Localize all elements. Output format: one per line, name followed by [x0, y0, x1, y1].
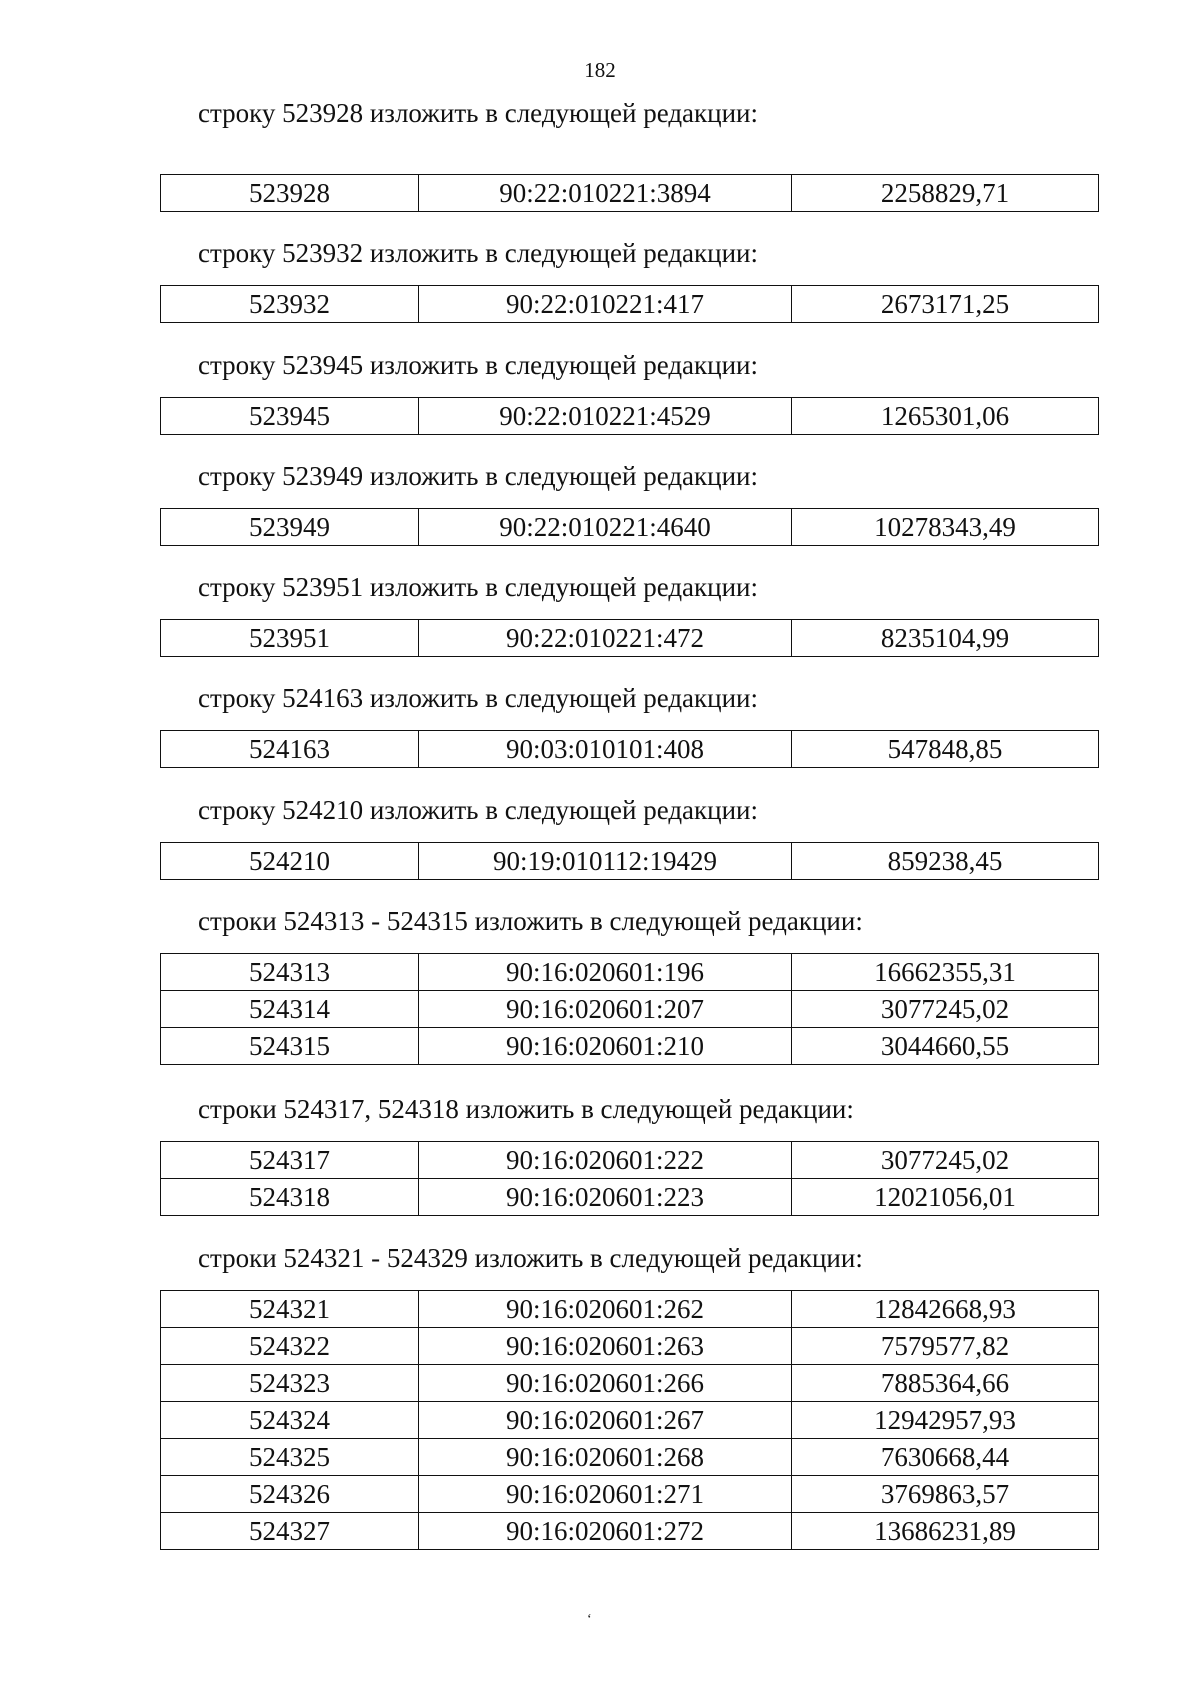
amendment-instruction: строку 523951 изложить в следующей редакции: — [198, 572, 759, 602]
value-cell: 3769863,57 — [792, 1476, 1099, 1513]
value-cell: 16662355,31 — [792, 954, 1099, 991]
table-row — [161, 843, 1099, 880]
row-number-cell: 524163 — [161, 731, 419, 768]
table-row — [161, 954, 1099, 991]
amendment-instruction: строку 524210 изложить в следующей редакции: — [198, 795, 759, 825]
table-row — [161, 175, 1099, 212]
table-row — [161, 1328, 1099, 1365]
row-number-cell: 524318 — [161, 1179, 419, 1216]
cadastral-number-cell: 90:16:020601:266 — [419, 1365, 792, 1402]
amendment-instruction: строку 523928 изложить в следующей редакции: — [198, 98, 759, 128]
value-cell: 7885364,66 — [792, 1365, 1099, 1402]
row-number-cell: 524314 — [161, 991, 419, 1028]
table-row — [161, 1439, 1099, 1476]
amendment-instruction: строку 523945 изложить в следующей редакции: — [198, 350, 759, 380]
cadastral-number-cell: 90:19:010112:19429 — [419, 843, 792, 880]
amendment-table — [160, 1141, 1100, 1216]
row-number-cell: 523928 — [161, 175, 419, 212]
cadastral-number-cell: 90:16:020601:272 — [419, 1513, 792, 1550]
amendment-table — [160, 285, 1100, 323]
amendment-instruction: строку 524163 изложить в следующей редакции: — [198, 683, 759, 713]
cadastral-number-cell: 90:03:010101:408 — [419, 731, 792, 768]
cadastral-number-cell: 90:16:020601:223 — [419, 1179, 792, 1216]
scan-artifact-mark: ‘ — [587, 1612, 592, 1627]
cadastral-number-cell: 90:22:010221:4529 — [419, 398, 792, 435]
cadastral-number-cell: 90:16:020601:222 — [419, 1142, 792, 1179]
table-row — [161, 286, 1099, 323]
cadastral-number-cell: 90:16:020601:196 — [419, 954, 792, 991]
cadastral-number-cell: 90:16:020601:271 — [419, 1476, 792, 1513]
row-number-cell: 524327 — [161, 1513, 419, 1550]
cadastral-number-cell: 90:16:020601:262 — [419, 1291, 792, 1328]
row-number-cell: 524317 — [161, 1142, 419, 1179]
table-row — [161, 1402, 1099, 1439]
row-number-cell: 524313 — [161, 954, 419, 991]
cadastral-number-cell: 90:22:010221:472 — [419, 620, 792, 657]
value-cell: 12842668,93 — [792, 1291, 1099, 1328]
value-cell: 10278343,49 — [792, 509, 1099, 546]
table-row — [161, 1291, 1099, 1328]
value-cell: 12021056,01 — [792, 1179, 1099, 1216]
table-row — [161, 1142, 1099, 1179]
amendment-table — [160, 953, 1100, 1065]
amendment-instruction: строку 523932 изложить в следующей редакции: — [198, 238, 759, 268]
amendment-instruction: строку 523949 изложить в следующей редакции: — [198, 461, 759, 491]
table-row — [161, 1365, 1099, 1402]
cadastral-number-cell: 90:22:010221:417 — [419, 286, 792, 323]
amendment-instruction: строки 524321 - 524329 изложить в следующей редакции: — [198, 1243, 863, 1273]
value-cell: 859238,45 — [792, 843, 1099, 880]
value-cell: 547848,85 — [792, 731, 1099, 768]
amendment-table — [160, 174, 1100, 212]
amendment-table — [160, 619, 1100, 657]
table-row — [161, 398, 1099, 435]
row-number-cell: 524323 — [161, 1365, 419, 1402]
table-row — [161, 991, 1099, 1028]
amendment-table — [160, 842, 1100, 880]
amendment-instruction: строки 524313 - 524315 изложить в следующей редакции: — [198, 906, 863, 936]
row-number-cell: 524326 — [161, 1476, 419, 1513]
table-row — [161, 1179, 1099, 1216]
table-row — [161, 1476, 1099, 1513]
value-cell: 3077245,02 — [792, 1142, 1099, 1179]
value-cell: 3044660,55 — [792, 1028, 1099, 1065]
cadastral-number-cell: 90:22:010221:3894 — [419, 175, 792, 212]
cadastral-number-cell: 90:16:020601:207 — [419, 991, 792, 1028]
row-number-cell: 524322 — [161, 1328, 419, 1365]
cadastral-number-cell: 90:16:020601:263 — [419, 1328, 792, 1365]
value-cell: 12942957,93 — [792, 1402, 1099, 1439]
row-number-cell: 524324 — [161, 1402, 419, 1439]
row-number-cell: 523951 — [161, 620, 419, 657]
value-cell: 8235104,99 — [792, 620, 1099, 657]
row-number-cell: 524210 — [161, 843, 419, 880]
table-row — [161, 1028, 1099, 1065]
page-number: 182 — [584, 58, 616, 82]
amendment-table — [160, 730, 1100, 768]
value-cell: 3077245,02 — [792, 991, 1099, 1028]
cadastral-number-cell: 90:16:020601:210 — [419, 1028, 792, 1065]
amendment-table — [160, 1290, 1100, 1550]
value-cell: 2673171,25 — [792, 286, 1099, 323]
value-cell: 7579577,82 — [792, 1328, 1099, 1365]
amendment-table — [160, 508, 1100, 546]
value-cell: 1265301,06 — [792, 398, 1099, 435]
cadastral-number-cell: 90:16:020601:268 — [419, 1439, 792, 1476]
cadastral-number-cell: 90:22:010221:4640 — [419, 509, 792, 546]
table-row — [161, 509, 1099, 546]
amendment-table — [160, 397, 1100, 435]
value-cell: 2258829,71 — [792, 175, 1099, 212]
table-row — [161, 731, 1099, 768]
cadastral-number-cell: 90:16:020601:267 — [419, 1402, 792, 1439]
value-cell: 7630668,44 — [792, 1439, 1099, 1476]
value-cell: 13686231,89 — [792, 1513, 1099, 1550]
amendment-instruction: строки 524317, 524318 изложить в следующей редакции: — [198, 1094, 854, 1124]
row-number-cell: 524321 — [161, 1291, 419, 1328]
table-row — [161, 620, 1099, 657]
row-number-cell: 523945 — [161, 398, 419, 435]
row-number-cell: 523949 — [161, 509, 419, 546]
row-number-cell: 524325 — [161, 1439, 419, 1476]
table-row — [161, 1513, 1099, 1550]
row-number-cell: 523932 — [161, 286, 419, 323]
row-number-cell: 524315 — [161, 1028, 419, 1065]
